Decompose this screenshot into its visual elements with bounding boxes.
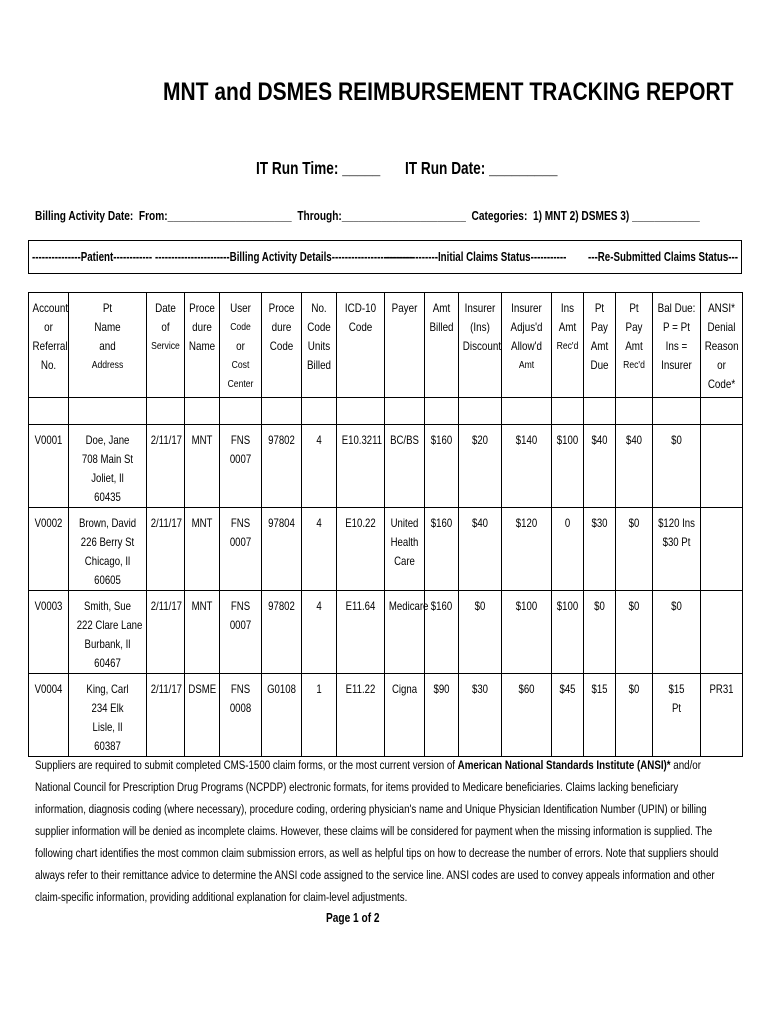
column-header-line: Reason [704, 339, 739, 353]
icd10-code-cell [337, 674, 385, 757]
notes-intro: Suppliers are required to submit completed CMS-1500 claim forms, or the most current version of [35, 758, 458, 772]
cell-text: 222 Clare Lane [76, 618, 143, 632]
procedure-code-cell [262, 508, 302, 591]
allowed-amount-cell [502, 508, 552, 591]
spacer-cell [584, 398, 616, 425]
column-header-line: Referral [32, 339, 68, 353]
cell-text: $30 [471, 682, 489, 696]
cell-text: $120 Ins [658, 516, 695, 530]
cell-text: United [390, 516, 419, 530]
balance-due-cell [653, 425, 701, 508]
cell-text: Medicare [388, 599, 429, 613]
cell-text: Chicago, Il [84, 554, 131, 568]
column-header-line: Amt [518, 359, 535, 371]
cell-text: $20 [471, 433, 489, 447]
cell-text: Cigna [391, 682, 418, 696]
categories-label: Categories: [471, 208, 528, 223]
cell-text: $30 Pt [662, 535, 691, 549]
column-header-line: (Ins) [470, 320, 490, 334]
cell-text: $0 [628, 516, 640, 530]
amount-billed-cell [425, 508, 459, 591]
patient-received-cell [616, 674, 653, 757]
cell-text: Smith, Sue [84, 599, 131, 613]
cell-text: E11.22 [345, 682, 376, 696]
spacer-cell [425, 398, 459, 425]
insurer-discount-cell [459, 508, 502, 591]
amount-billed-cell [425, 591, 459, 674]
cell-text: V0003 [34, 599, 63, 613]
column-header [220, 293, 262, 398]
user-code-cell [220, 425, 262, 508]
it-run-line [256, 158, 557, 179]
column-header-line: Billed [306, 358, 332, 372]
cell-text: 226 Berry St [80, 535, 135, 549]
allowed-amount-cell [502, 425, 552, 508]
cell-text: $0 [594, 599, 605, 613]
insurer-discount-cell [459, 591, 502, 674]
claims-notes-paragraph [35, 754, 723, 908]
icd10-code-cell [337, 508, 385, 591]
cell-text: $40 [471, 516, 489, 530]
cell-text: $0 [628, 599, 640, 613]
column-header-line: Denial [707, 320, 736, 334]
column-header-line: Account [32, 301, 69, 315]
billing-activity-line [35, 208, 700, 223]
cell-text: $0 [671, 599, 682, 613]
table-row [29, 674, 743, 757]
spacer-cell [147, 398, 185, 425]
from-date-field[interactable]: ______________________ [167, 208, 292, 223]
table-row [29, 508, 743, 591]
column-header [459, 293, 502, 398]
column-header-line: Bal Due: [657, 301, 696, 315]
ansi-code-cell [701, 591, 743, 674]
column-header-line: Cost [231, 359, 250, 371]
column-header-line: Insurer [511, 301, 542, 315]
ansi-code-cell [701, 674, 743, 757]
spacer-cell [69, 398, 147, 425]
cell-text: 4 [316, 433, 322, 447]
cell-text: 2/11/17 [150, 516, 183, 530]
column-header [262, 293, 302, 398]
column-header-line: Pt [102, 301, 113, 315]
it-run-date-field[interactable]: _________ [489, 158, 558, 178]
cell-text: 234 Elk [91, 701, 124, 715]
column-header [552, 293, 584, 398]
column-header-line: Ins [560, 301, 575, 315]
cell-text: 60605 [94, 573, 121, 587]
column-header-line: Code [230, 321, 251, 333]
cell-text: Lisle, Il [92, 720, 123, 734]
column-header [584, 293, 616, 398]
user-code-cell [220, 674, 262, 757]
table-spacer-row [29, 398, 743, 425]
patient-cell [69, 425, 147, 508]
column-header-line: Adjus'd [510, 320, 543, 334]
procedure-name-cell [185, 591, 220, 674]
spacer-cell [616, 398, 653, 425]
cell-text: 0007 [229, 535, 252, 549]
date-cell [147, 425, 185, 508]
column-header-line: Allow'd [511, 339, 542, 353]
cell-text: $40 [625, 433, 643, 447]
column-header-line: or [236, 339, 245, 353]
column-header-line: or [44, 320, 53, 334]
units-billed-cell [302, 591, 337, 674]
column-header [185, 293, 220, 398]
column-header-line: Pt [594, 301, 605, 315]
procedure-name-cell [185, 508, 220, 591]
account-cell [29, 591, 69, 674]
column-header-line: Pay [625, 320, 643, 334]
spacer-cell [459, 398, 502, 425]
cell-text: V0001 [34, 433, 63, 447]
column-header-line: Rec'd [623, 359, 645, 371]
cell-text: $60 [518, 682, 535, 696]
column-header-line: Amt [558, 320, 577, 334]
cell-text: BC/BS [390, 433, 419, 447]
payer-cell [385, 591, 429, 674]
spacer-cell [337, 398, 385, 425]
column-header-line: Code [269, 339, 294, 353]
column-header [29, 293, 69, 398]
cell-text: 97802 [268, 433, 295, 447]
units-billed-cell [302, 674, 337, 757]
cell-text: 0007 [229, 618, 252, 632]
allowed-amount-cell [502, 674, 552, 757]
section-billing-details: -----------------------Billing Activity Details------------------------- [155, 250, 413, 264]
cell-text: $15 [591, 682, 608, 696]
patient-due-cell [584, 425, 616, 508]
column-header-line: Amt [625, 339, 643, 353]
table-row [29, 425, 743, 508]
column-header-line: Discount [462, 339, 502, 353]
spacer-cell [701, 398, 743, 425]
cell-text: $100 [556, 599, 579, 613]
notes-ansi-bold: American National Standards Institute (ANSI)* [457, 758, 671, 772]
cell-text: Brown, David [78, 516, 137, 530]
cell-text: 97804 [268, 516, 295, 530]
date-cell [147, 674, 185, 757]
cell-text: 4 [316, 599, 322, 613]
it-run-time-label: IT Run Time: [256, 158, 339, 178]
insurer-received-cell [552, 508, 584, 591]
column-header [502, 293, 552, 398]
column-header-line: Date [155, 301, 176, 315]
cell-text: $40 [591, 433, 608, 447]
amount-billed-cell [425, 674, 459, 757]
column-header [337, 293, 385, 398]
column-header-line: P = Pt [663, 320, 690, 334]
column-header-line: Proce [268, 301, 295, 315]
it-run-date-label: IT Run Date: [404, 158, 486, 178]
patient-cell [69, 591, 147, 674]
balance-due-cell [653, 591, 701, 674]
cell-text: 60435 [94, 490, 121, 504]
page-number: Page 1 of 2 [326, 910, 380, 925]
it-run-time-field[interactable]: _____ [342, 158, 381, 178]
cell-text: G0108 [267, 682, 296, 696]
spacer-cell [185, 398, 220, 425]
through-label: Through: [297, 208, 342, 223]
spacer-cell [653, 398, 701, 425]
column-header [69, 293, 147, 398]
icd10-code-cell [337, 425, 385, 508]
cell-text: $100 [515, 599, 538, 613]
cell-text: PR31 [709, 682, 734, 696]
cell-text: Burbank, Il [84, 637, 131, 651]
patient-due-cell [584, 591, 616, 674]
procedure-code-cell [262, 674, 302, 757]
insurer-received-cell [552, 591, 584, 674]
cell-text: $160 [430, 599, 453, 613]
spacer-cell [552, 398, 584, 425]
column-header-line: Code [307, 320, 331, 334]
column-header-line: of [161, 320, 170, 334]
through-date-field[interactable]: ______________________ [341, 208, 466, 223]
procedure-code-cell [262, 591, 302, 674]
column-header [147, 293, 185, 398]
column-header-line: Service [151, 340, 180, 352]
spacer-cell [262, 398, 302, 425]
cell-text: FNS [230, 433, 251, 447]
procedure-name-cell [185, 425, 220, 508]
column-header [425, 293, 459, 398]
procedure-name-cell [185, 674, 220, 757]
cell-text: 708 Main St [81, 452, 134, 466]
column-header-line: ICD-10 [344, 301, 377, 315]
column-header [653, 293, 701, 398]
patient-received-cell [616, 508, 653, 591]
cell-text: 2/11/17 [150, 682, 183, 696]
column-header [385, 293, 425, 398]
cell-text: E10.3211 [341, 433, 383, 447]
cell-text: $90 [433, 682, 450, 696]
spacer-cell [385, 398, 425, 425]
from-label: From: [138, 208, 168, 223]
insurer-received-cell [552, 674, 584, 757]
table-row [29, 591, 743, 674]
ansi-code-cell [701, 508, 743, 591]
notes-rest: and/or National Council for Prescription Drug Programs (NCPDP) electronic formats, for items provided to Medicare beneficiaries. Claims lacking beneficiary information, diagnosis coding (where necessary), procedure coding, ordering physician's name and Unique Physician Identification Number (UPIN) or billing supplier information will be denied as incomplete claims. However, these claims will be considered for payment when the missing information is supplied. The following chart identifies the most common claim submission errors, as well as helpful tips on how to decrease the number of errors. Note that suppliers should always refer to their remittance advice to determine the ANSI code assigned to the service line. ANSI codes are used to convey appeals information and other claim-specific information, providing additional explanation for claim-level adjustments. [35, 758, 719, 904]
cell-text: 2/11/17 [150, 599, 183, 613]
cell-text: E11.64 [345, 599, 376, 613]
cell-text: V0004 [34, 682, 63, 696]
column-header-line: User [230, 301, 251, 315]
column-header-line: Units [307, 339, 331, 353]
insurer-received-cell [552, 425, 584, 508]
cell-text: Joliet, Il [91, 471, 124, 485]
payer-cell [385, 508, 425, 591]
column-header [616, 293, 653, 398]
user-code-cell [220, 591, 262, 674]
column-header-line: Amt [432, 301, 451, 315]
cell-text: $30 [591, 516, 608, 530]
column-header-line: Insurer [661, 358, 692, 372]
units-billed-cell [302, 508, 337, 591]
patient-cell [69, 674, 147, 757]
column-header [701, 293, 743, 398]
cell-text: $100 [556, 433, 579, 447]
ansi-code-cell [701, 425, 743, 508]
cell-text: $140 [515, 433, 538, 447]
procedure-code-cell [262, 425, 302, 508]
patient-received-cell [616, 591, 653, 674]
patient-due-cell [584, 508, 616, 591]
cell-text: $0 [474, 599, 486, 613]
claims-table [28, 292, 743, 757]
column-header [302, 293, 337, 398]
payer-cell [385, 674, 425, 757]
cell-text: $160 [430, 516, 453, 530]
billing-activity-label: Billing Activity Date: [35, 208, 134, 223]
patient-received-cell [616, 425, 653, 508]
cell-text: Health [390, 535, 419, 549]
balance-due-cell [653, 508, 701, 591]
icd10-code-cell [337, 591, 385, 674]
cell-text: 0007 [229, 452, 252, 466]
date-cell [147, 508, 185, 591]
column-header-line: or [717, 358, 726, 372]
cell-text: MNT [191, 599, 213, 613]
column-header-line: Name [188, 339, 216, 353]
column-header-line: and [99, 339, 116, 353]
user-code-cell [220, 508, 262, 591]
insurer-discount-cell [459, 425, 502, 508]
column-header-line: Rec'd [556, 340, 579, 352]
column-header-line: No. [40, 358, 57, 372]
account-cell [29, 508, 69, 591]
column-header-line: Proce [189, 301, 215, 315]
account-cell [29, 674, 69, 757]
cell-text: 2/11/17 [150, 433, 183, 447]
allowed-amount-cell [502, 591, 552, 674]
cell-text: 1 [316, 682, 322, 696]
cell-text: MNT [191, 516, 213, 530]
cell-text: $45 [559, 682, 576, 696]
amount-billed-cell [425, 425, 459, 508]
section-initial-claims: ----------------Initial Claims Status----------- [386, 250, 567, 264]
column-header-line: Payer [391, 301, 418, 315]
cell-text: FNS [230, 599, 251, 613]
spacer-cell [502, 398, 552, 425]
cell-text: E10.22 [345, 516, 376, 530]
cell-text: 60387 [94, 739, 121, 753]
column-header-line: Pay [591, 320, 608, 334]
section-resubmitted-claims: ---Re-Submitted Claims Status--- [588, 250, 739, 264]
category-other-field[interactable]: ____________ [632, 208, 700, 223]
section-patient: ---------------Patient------------ [32, 250, 153, 264]
cell-text: 97802 [268, 599, 295, 613]
payer-cell [385, 425, 425, 508]
categories-options: 1) MNT 2) DSMES 3) [532, 208, 630, 223]
column-header-line: Center [227, 378, 254, 390]
column-header-line: Address [91, 359, 124, 371]
cell-text: MNT [191, 433, 213, 447]
balance-due-cell [653, 674, 701, 757]
date-cell [147, 591, 185, 674]
cell-text: 4 [316, 516, 322, 530]
spacer-cell [29, 398, 69, 425]
cell-text: Doe, Jane [85, 433, 130, 447]
cell-text: Care [394, 554, 415, 568]
cell-text: DSME [188, 682, 217, 696]
column-header-line: dure [271, 320, 292, 334]
cell-text: $160 [430, 433, 453, 447]
cell-text: 60467 [94, 656, 121, 670]
cell-text: $15 [668, 682, 685, 696]
patient-cell [69, 508, 147, 591]
spacer-cell [220, 398, 262, 425]
column-header-line: Amt [590, 339, 609, 353]
column-header-line: ANSI* [708, 301, 735, 315]
table-header-row [29, 293, 743, 398]
cell-text: $0 [671, 433, 682, 447]
column-header-line: Pt [629, 301, 639, 315]
spacer-cell [302, 398, 337, 425]
cell-text: $120 [515, 516, 538, 530]
column-header-line: Name [94, 320, 121, 334]
column-header-line: Code* [707, 377, 736, 391]
column-header-line: Billed [429, 320, 454, 334]
cell-text: FNS [230, 682, 251, 696]
patient-due-cell [584, 674, 616, 757]
report-title: MNT and DSMES REIMBURSEMENT TRACKING REPORT [163, 78, 734, 106]
account-cell [29, 425, 69, 508]
cell-text: 0 [564, 516, 571, 530]
column-header-line: dure [192, 320, 212, 334]
cell-text: V0002 [34, 516, 63, 530]
units-billed-cell [302, 425, 337, 508]
cell-text: FNS [230, 516, 251, 530]
column-header-line: Due [590, 358, 609, 372]
section-header-bar [28, 240, 742, 274]
column-header-line: No. [311, 301, 327, 315]
column-header-line: Insurer [464, 301, 496, 315]
column-header-line: Code [348, 320, 373, 334]
cell-text: $0 [628, 682, 640, 696]
cell-text: King, Carl [86, 682, 129, 696]
cell-text: 0008 [229, 701, 252, 715]
insurer-discount-cell [459, 674, 502, 757]
column-header-line: Ins = [665, 339, 688, 353]
cell-text: Pt [671, 701, 682, 715]
